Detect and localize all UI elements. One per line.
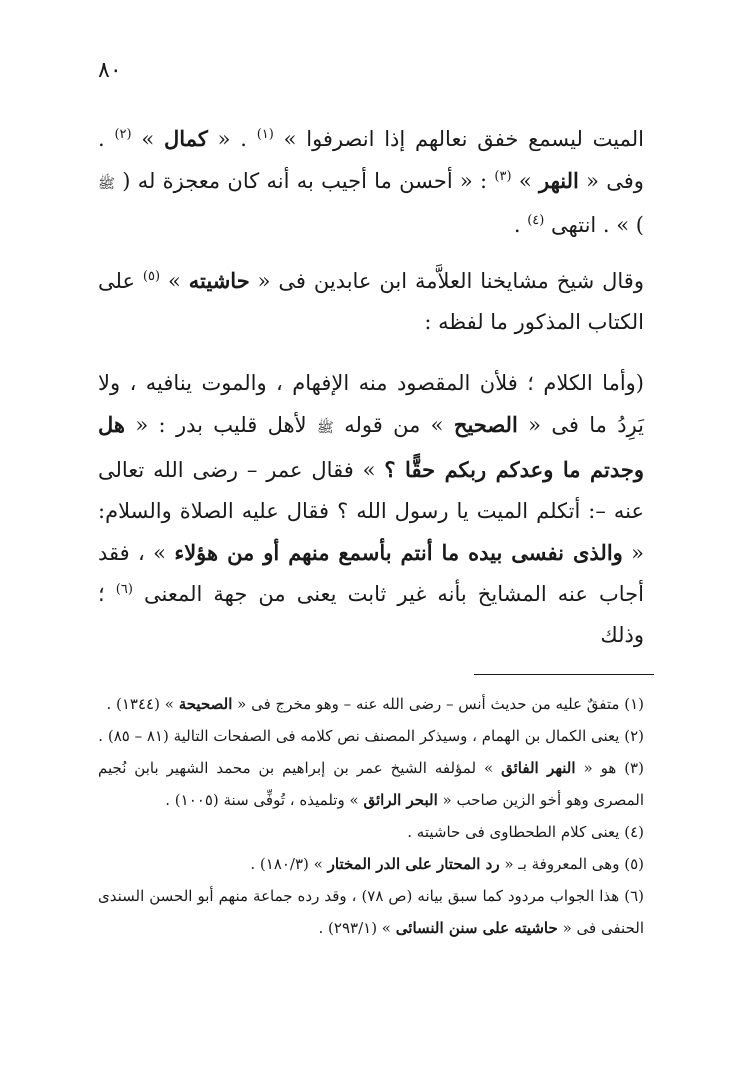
text-run: » (١٨٠/٣) . <box>250 855 323 873</box>
text-run: . « <box>217 127 247 151</box>
paragraph-2 <box>98 260 644 343</box>
term-hashiyah: حاشيته <box>188 268 250 293</box>
pbuh-glyph: ﷺ <box>316 420 334 436</box>
footnote-ref-1[interactable]: (١) <box>256 127 274 142</box>
term-sahihah: الصحيحة <box>178 695 233 713</box>
term-bahr-raiq: البحر الرائق <box>363 791 438 809</box>
text-run: » <box>141 127 155 151</box>
main-text <box>98 118 644 656</box>
footnote-separator <box>474 674 654 675</box>
text-run: (٣) هو « <box>583 759 644 777</box>
footnote-4: (٤) يعنى كلام الطحطاوى فى حاشيته . <box>407 823 644 841</box>
text-run: » فقال عمر – رضى الله تعالى عنه –: أتكلم الميت يا رسول الله ؟ فقال عليه الصلاة والسلام: « <box>98 458 644 565</box>
text-run: ؛ وذلك <box>98 582 644 647</box>
page-number: ٨٠ <box>98 58 122 83</box>
footnote-ref-4[interactable]: (٤) <box>527 213 545 228</box>
term-radd-muhtar: رد المحتار على الدر المختار <box>327 855 500 873</box>
term-hashiyah-nasai: حاشيته على سنن النسائى <box>395 919 558 937</box>
hadith-quote-2: والذى نفسى بيده ما أنتم بأسمع منهم أو من هؤلاء <box>174 540 623 565</box>
paragraph-gap <box>98 343 644 363</box>
term-nahr-faiq: النهر الفائق <box>501 759 576 777</box>
footnote-1 <box>98 688 644 720</box>
hadith-quote-1: هل وجدتم ما وعدكم ربكم حقًّا ؟ <box>98 412 645 482</box>
footnote-3 <box>98 752 644 816</box>
text-run: : « أحسن ما أجيب به أنه كان معجزة له <box>137 169 488 193</box>
text-run: وفى « <box>586 169 644 193</box>
paragraph-3 <box>98 363 644 656</box>
footnote-ref-3[interactable]: (٣) <box>494 169 512 184</box>
footnote-5 <box>98 848 644 880</box>
paragraph-gap <box>98 246 644 260</box>
text-run: وقال شيخ مشايخنا العلاَّمة ابن عابدين فى « <box>257 269 644 293</box>
text-run: » (١٣٤٤) . <box>106 695 174 713</box>
text-run: » ، فقد أجاب عنه المشايخ بأنه غير ثابت يعنى من جهة المعنى <box>98 541 644 606</box>
footnote-2: (٢) يعنى الكمال بن الهمام ، وسيذكر المصنف نص كلامه فى الصفحات التالية (٨١ – ٨٥) . <box>98 727 644 745</box>
text-run: (٥) وهى المعروفة بـ « <box>504 855 644 873</box>
text-run: الميت ليسمع خفق نعالهم إذا انصرفوا » <box>283 127 644 151</box>
footnotes <box>98 688 644 944</box>
footnote-ref-5[interactable]: (٥) <box>142 269 161 284</box>
text-run: . <box>98 127 105 151</box>
paragraph-1 <box>98 118 644 246</box>
text-run: » <box>167 269 181 293</box>
text-run: » (٢٩٣/١) . <box>318 919 391 937</box>
text-run: » <box>518 169 532 193</box>
footnote-6 <box>98 880 644 944</box>
text-run: ) » . انتهى <box>551 213 644 237</box>
text-run: على الكتاب المذكور ما لفظه : <box>98 269 644 334</box>
term-nahr: النهر <box>538 168 579 193</box>
text-run: (١) متفقٌ عليه من حديث أنس – رضى الله عنه – وهو مخرج فى « <box>237 695 644 713</box>
footnote-ref-2[interactable]: (٢) <box>114 127 132 142</box>
text-run: (٦) هذا الجواب مردود كما سبق بيانه (ص ٧٨) ، وقد رده جماعة منهم أبو الحسن السندى الحنفى فى « <box>98 887 644 937</box>
text-run: . <box>513 213 521 237</box>
pbuh-glyph: ﷺ <box>98 176 115 192</box>
text-run: » وتلميذه ، تُوفِّى سنة (١٠٠٥) . <box>165 791 359 809</box>
text-run: » لمؤلفه الشيخ عمر بن إبراهيم بن محمد الشهير بابن نُجيم المصرى وهو أخو الزين صاحب « <box>98 759 644 809</box>
term-kamal: كمال <box>164 126 208 151</box>
text-run: ( <box>122 169 131 193</box>
text-run: لأهل قليب بدر : « <box>135 413 307 437</box>
term-sahih: الصحيح <box>453 412 518 437</box>
footnote-ref-6[interactable]: (٦) <box>115 582 133 597</box>
text-run: » من قوله <box>344 413 444 437</box>
text-run: (وأما الكلام ؛ فلأن المقصود منه الإفهام ، والموت ينافيه ، ولا يَرِدُ ما فى « <box>98 371 645 437</box>
